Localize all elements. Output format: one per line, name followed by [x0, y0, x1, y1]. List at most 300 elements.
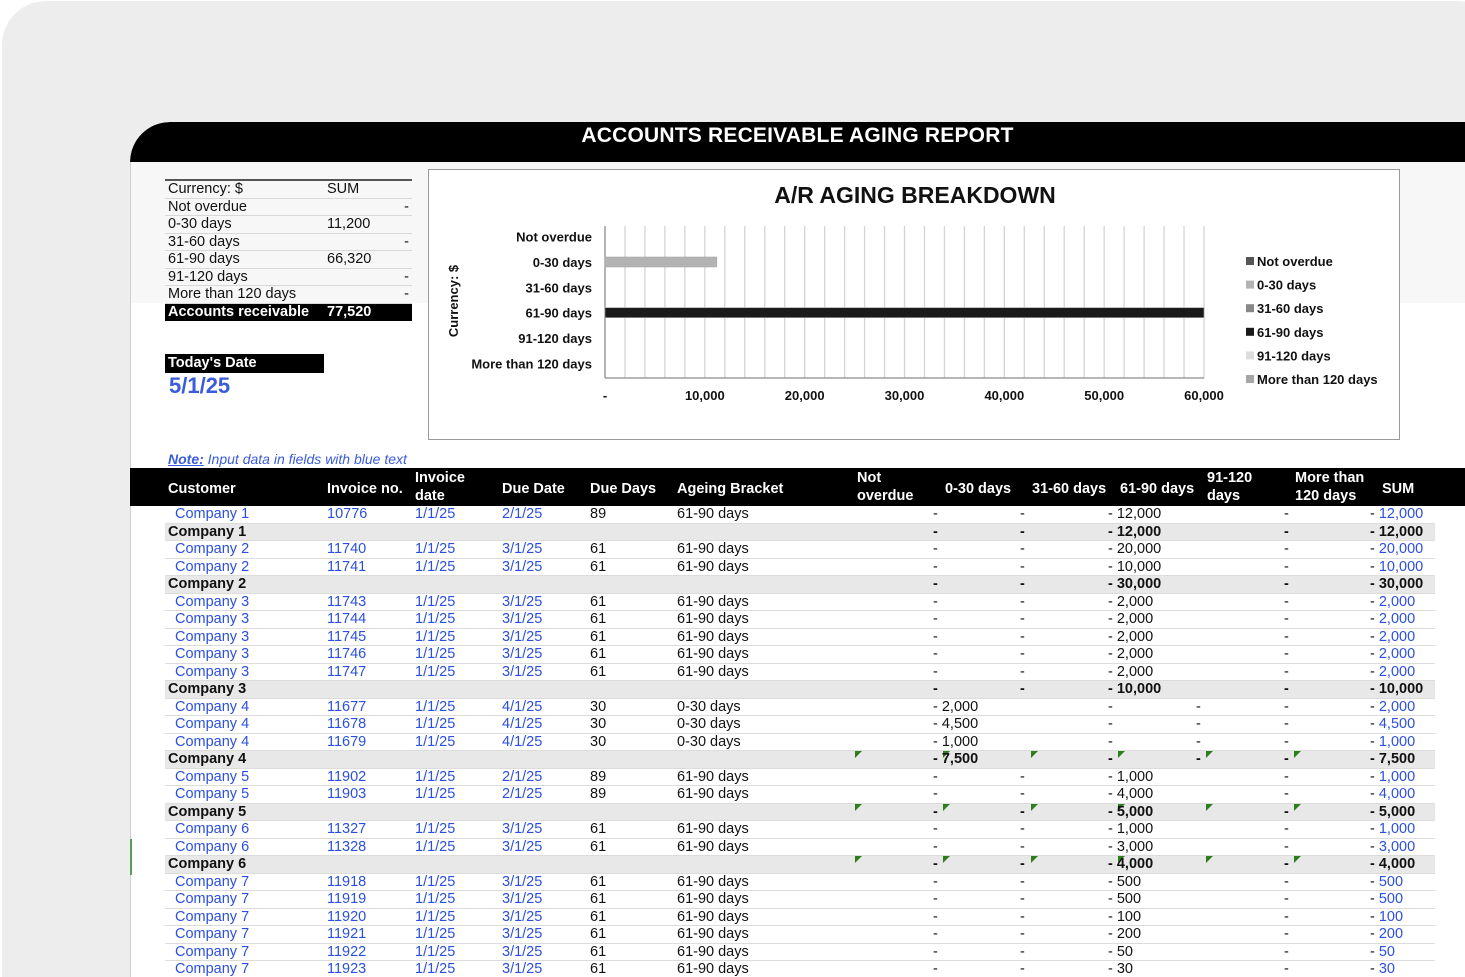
sum-dash: - [1370, 838, 1379, 855]
summary-row-dash: - [404, 233, 409, 250]
cell-31-60: - 10,000 [1108, 558, 1162, 575]
legend-swatch-icon [1246, 281, 1254, 289]
table-row [165, 506, 1435, 524]
sum-value: 500 [1378, 891, 1404, 907]
cell-invoice-no[interactable]: 11918 [327, 873, 367, 890]
sum-dash: - [1370, 768, 1379, 785]
cell-0-30: - [1020, 786, 1025, 802]
cell-customer[interactable]: Company 3 [175, 593, 250, 610]
cell-invoice-no[interactable]: 11679 [327, 733, 367, 750]
cell-ageing-bracket: 61-90 days [677, 891, 749, 907]
cell-invoice-date[interactable]: 1/1/25 [415, 506, 456, 522]
cell-subtotal-customer: Company 3 [168, 681, 247, 697]
cell-invoice-no[interactable]: 11920 [327, 908, 367, 925]
sum-dash: - [1370, 628, 1379, 645]
table-row [165, 716, 1435, 734]
input-note [168, 451, 407, 467]
summary-row-dash: - [404, 198, 409, 215]
cell-ageing-bracket: 61-90 days [677, 838, 749, 855]
cell-91-120: - [1284, 663, 1289, 680]
header-not-overdue[interactable] [857, 469, 913, 505]
error-flag-icon [1294, 751, 1301, 758]
subtotal-row [165, 856, 1435, 874]
header-not-overdue-l1: Not [857, 470, 882, 486]
cell-invoice-no[interactable]: 11747 [327, 663, 367, 680]
legend-swatch-icon [1246, 257, 1254, 265]
cell-customer[interactable]: Company 6 [175, 821, 250, 837]
cell-ageing-bracket: 0-30 days [677, 698, 741, 715]
cell-31-60: - 2,000 [1108, 646, 1154, 662]
cell-customer[interactable]: Company 7 [175, 873, 250, 890]
subtotal-row [165, 524, 1435, 542]
sum-value: 4,000 [1378, 786, 1416, 802]
cell-31-60: - 2,000 [1108, 593, 1154, 610]
cell-91-120: - [1284, 856, 1289, 872]
cell-sum [1370, 629, 1415, 646]
cell-invoice-no[interactable]: 11677 [327, 698, 367, 715]
cell-0-30: - [1020, 856, 1025, 872]
cell-invoice-date[interactable]: 1/1/25 [415, 943, 456, 960]
legend-entry: 61-90 days [1257, 324, 1324, 340]
sum-dash: - [1370, 873, 1379, 890]
report-title-bar [130, 122, 1465, 162]
cell-invoice-date[interactable]: 1/1/25 [415, 558, 456, 575]
cell-91-120: - [1284, 891, 1289, 907]
cell-invoice-no[interactable]: 10776 [327, 506, 368, 522]
sum-value: 10,000 [1378, 558, 1424, 575]
spreadsheet-card [130, 122, 1465, 977]
error-flag-icon [1206, 804, 1213, 811]
sum-value: 2,000 [1378, 593, 1416, 610]
summary-row-dash: - [404, 286, 409, 302]
cell-31-60: - 5,000 [1108, 803, 1154, 820]
cell-31-60: - 1,000 [1108, 768, 1154, 785]
cell-0-30: - [1020, 873, 1025, 890]
cell-due-days: 61 [590, 541, 607, 557]
x-tick-label: 20,000 [784, 388, 825, 403]
todays-date-input[interactable]: 5/1/25 [169, 373, 231, 398]
table-row [165, 786, 1435, 804]
cell-due-date[interactable]: 3/1/25 [502, 646, 543, 662]
cell-sum [1370, 909, 1403, 926]
cell-31-60: - 12,000 [1108, 523, 1162, 540]
cell-due-date[interactable]: 3/1/25 [502, 663, 543, 680]
cell-31-60: - 50 [1108, 943, 1133, 960]
cell-customer[interactable]: Company 7 [175, 961, 250, 977]
cell-customer[interactable]: Company 4 [175, 733, 250, 750]
cell-91-120: - [1284, 523, 1289, 540]
legend-swatch-icon [1246, 375, 1254, 383]
cell-sum [1370, 821, 1415, 838]
cell-customer[interactable]: Company 3 [175, 646, 250, 662]
error-flag-icon [1031, 751, 1038, 758]
cell-31-60: - 200 [1108, 926, 1142, 942]
cell-due-date[interactable]: 3/1/25 [502, 821, 543, 837]
cell-invoice-date[interactable]: 1/1/25 [415, 926, 456, 942]
cell-invoice-date[interactable]: 1/1/25 [415, 646, 456, 662]
sum-dash: - [1370, 593, 1379, 610]
x-tick-label: 10,000 [684, 388, 725, 403]
cell-61-90: - [1196, 751, 1201, 767]
table-row [165, 926, 1435, 944]
cell-0-30: - [1020, 943, 1025, 960]
cell-invoice-date[interactable]: 1/1/25 [415, 821, 456, 837]
cell-due-date[interactable]: 2/1/25 [502, 506, 543, 522]
cell-invoice-no[interactable]: 11922 [327, 943, 367, 960]
cell-due-days: 61 [590, 873, 607, 890]
cell-0-30: - [1020, 803, 1025, 820]
x-tick-label: 40,000 [984, 388, 1025, 403]
cell-invoice-no[interactable]: 11327 [327, 821, 367, 837]
sum-value: 30 [1378, 961, 1395, 977]
table-row [165, 646, 1435, 664]
header-not-overdue-l2: overdue [857, 488, 914, 504]
note-prefix: Note: [168, 451, 204, 467]
cell-due-date[interactable]: 3/1/25 [502, 838, 543, 855]
error-flag-icon [1294, 856, 1301, 863]
cell-due-days: 61 [590, 891, 607, 907]
subtotal-row [165, 576, 1435, 594]
table-row [165, 541, 1435, 559]
cell-sum: - 10,000 [1370, 681, 1424, 697]
cell-due-days: 61 [590, 663, 607, 680]
cell-due-date[interactable]: 3/1/25 [502, 628, 543, 645]
header-91-120[interactable] [1207, 469, 1252, 505]
cell-customer[interactable]: Company 5 [175, 786, 250, 802]
bar-0-30-days [605, 257, 717, 267]
cell-due-date[interactable]: 4/1/25 [502, 733, 543, 750]
table-row [165, 629, 1435, 647]
cell-0-30: - [1020, 611, 1025, 627]
cell-not-overdue: - [933, 908, 938, 925]
cell-not-overdue: - [933, 803, 938, 820]
cell-0-30: - [1020, 838, 1025, 855]
legend-swatch-icon [1246, 328, 1254, 336]
cell-91-120: - [1284, 786, 1289, 802]
cell-invoice-no[interactable]: 11902 [327, 768, 367, 785]
cell-customer[interactable]: Company 3 [175, 663, 250, 680]
cell-sum: - 4,000 [1370, 856, 1416, 872]
header-customer[interactable]: Customer [168, 481, 236, 497]
cell-sum [1370, 874, 1403, 891]
cell-invoice-no[interactable]: 11746 [327, 646, 367, 662]
cell-ageing-bracket: 61-90 days [677, 593, 749, 610]
cell-subtotal-customer: Company 2 [168, 576, 247, 592]
cell-invoice-no[interactable]: 11678 [327, 716, 367, 732]
subtotal-row [165, 681, 1435, 699]
cell-due-date[interactable]: 3/1/25 [502, 926, 543, 942]
cell-91-120: - [1284, 611, 1289, 627]
cell-invoice-no[interactable]: 11745 [327, 628, 367, 645]
summary-row-label: 0-30 days [168, 216, 232, 232]
cell-61-90: - [1196, 716, 1201, 732]
table-row [165, 559, 1435, 577]
cell-ageing-bracket: 61-90 days [677, 506, 749, 522]
cell-due-days: 61 [590, 593, 607, 610]
cell-due-date[interactable]: 3/1/25 [502, 541, 543, 557]
table-row [165, 734, 1435, 752]
cell-31-60: - 2,000 [1108, 628, 1154, 645]
cell-invoice-date[interactable]: 1/1/25 [415, 873, 456, 890]
header-invoice-date-l1: Invoice [415, 470, 465, 486]
sum-value: 1,000 [1378, 733, 1416, 750]
sum-value: 1,000 [1378, 821, 1416, 837]
sum-dash: - [1370, 698, 1379, 715]
cell-not-overdue: - 1,000 [933, 733, 979, 750]
cell-invoice-date[interactable]: 1/1/25 [415, 786, 456, 802]
cell-customer[interactable]: Company 3 [175, 628, 250, 645]
cell-subtotal-customer: Company 1 [168, 523, 247, 540]
cell-0-30: - [1020, 663, 1025, 680]
cell-91-120: - [1284, 681, 1289, 697]
header-61-90[interactable]: 61-90 days [1120, 481, 1195, 497]
cell-customer[interactable]: Company 6 [175, 838, 250, 855]
cell-customer[interactable]: Company 7 [175, 926, 250, 942]
cell-31-60: - 500 [1108, 873, 1142, 890]
cell-91-120: - [1284, 926, 1289, 942]
cell-91-120: - [1284, 803, 1289, 820]
cell-customer[interactable]: Company 1 [175, 506, 250, 522]
cell-31-60: - [1108, 733, 1113, 750]
cell-91-120: - [1284, 558, 1289, 575]
cell-not-overdue: - [933, 593, 938, 610]
legend-entry: More than 120 days [1257, 372, 1378, 387]
sum-dash: - [1370, 821, 1379, 837]
summary-row-label: 31-60 days [168, 233, 240, 250]
note-text: Input data in fields with blue text [203, 451, 407, 467]
cell-invoice-date[interactable]: 1/1/25 [415, 768, 456, 785]
cell-invoice-date[interactable]: 1/1/25 [415, 698, 456, 715]
cell-due-days: 61 [590, 961, 607, 977]
cell-customer[interactable]: Company 4 [175, 716, 250, 732]
header-invoice-date-l2: date [415, 488, 445, 504]
cell-not-overdue: - [933, 856, 938, 872]
summary-header-label: Currency: $ [168, 181, 243, 197]
cell-ageing-bracket: 0-30 days [677, 716, 741, 732]
cell-invoice-date[interactable]: 1/1/25 [415, 838, 456, 855]
cell-customer[interactable]: Company 2 [175, 541, 250, 557]
cell-invoice-no[interactable]: 11740 [327, 541, 367, 557]
summary-table [165, 179, 412, 321]
cell-due-days: 30 [590, 733, 607, 750]
cell-due-date[interactable]: 2/1/25 [502, 768, 543, 785]
cell-91-120: - [1284, 873, 1289, 890]
category-label: 31-60 days [525, 280, 592, 296]
cell-customer[interactable]: Company 7 [175, 891, 250, 907]
cell-invoice-date[interactable]: 1/1/25 [415, 541, 456, 557]
cell-31-60: - 30,000 [1108, 576, 1162, 592]
cell-due-date[interactable]: 3/1/25 [502, 593, 543, 610]
error-flag-icon [855, 751, 862, 758]
cell-0-30: - [1020, 541, 1025, 557]
header-ageing-bracket[interactable]: Ageing Bracket [677, 481, 784, 497]
sum-value: 20,000 [1378, 541, 1424, 557]
cell-31-60: - 4,000 [1108, 856, 1154, 872]
cell-sum: - 12,000 [1370, 523, 1424, 540]
summary-row-dash: - [404, 268, 409, 285]
cell-ageing-bracket: 61-90 days [677, 943, 749, 960]
cell-invoice-date[interactable]: 1/1/25 [415, 628, 456, 645]
cell-due-days: 61 [590, 646, 607, 662]
header-0-30[interactable]: 0-30 days [945, 481, 1012, 497]
cell-invoice-no[interactable]: 11328 [327, 838, 367, 855]
cell-due-date[interactable]: 4/1/25 [502, 698, 543, 715]
cell-31-60: - [1108, 698, 1113, 715]
report-title: ACCOUNTS RECEIVABLE AGING REPORT [581, 124, 1014, 147]
sum-value: 200 [1378, 926, 1404, 942]
cell-customer[interactable]: Company 2 [175, 558, 250, 575]
cell-customer[interactable]: Company 5 [175, 768, 250, 785]
cell-due-date[interactable]: 3/1/25 [502, 908, 543, 925]
cell-0-30: - [1020, 768, 1025, 785]
table-row [165, 909, 1435, 927]
cell-sum [1370, 891, 1403, 908]
cell-due-days: 61 [590, 838, 607, 855]
cell-invoice-no[interactable]: 11921 [327, 926, 367, 942]
cell-not-overdue: - [933, 681, 938, 697]
cell-invoice-date[interactable]: 1/1/25 [415, 961, 456, 977]
cell-0-30: - [1020, 506, 1025, 522]
header-due-date[interactable]: Due Date [502, 481, 565, 497]
cell-not-overdue: - [933, 541, 938, 557]
cell-sum: - 7,500 [1370, 751, 1416, 767]
cell-due-days: 89 [590, 506, 607, 522]
cell-invoice-date[interactable]: 1/1/25 [415, 891, 456, 907]
sum-dash: - [1370, 961, 1379, 977]
cell-due-days: 61 [590, 611, 607, 627]
category-label: 61-90 days [525, 305, 592, 321]
cell-ageing-bracket: 61-90 days [677, 926, 749, 942]
cell-subtotal-customer: Company 6 [168, 856, 247, 872]
error-flag-icon [1031, 856, 1038, 863]
sum-dash: - [1370, 663, 1379, 680]
cell-due-date[interactable]: 3/1/25 [502, 943, 543, 960]
cell-invoice-no[interactable]: 11903 [327, 786, 367, 802]
header-due-days[interactable]: Due Days [590, 481, 657, 497]
sum-value: 100 [1378, 908, 1404, 925]
sum-dash: - [1370, 943, 1379, 960]
cell-sum [1370, 961, 1395, 977]
cell-due-days: 61 [590, 821, 607, 837]
selection-indicator [130, 839, 132, 875]
cell-invoice-date[interactable]: 1/1/25 [415, 593, 456, 610]
cell-due-date[interactable]: 3/1/25 [502, 891, 543, 907]
sum-value: 500 [1378, 873, 1404, 890]
cell-ageing-bracket: 61-90 days [677, 786, 749, 802]
header-31-60[interactable]: 31-60 days [1032, 481, 1107, 497]
cell-invoice-no[interactable]: 11743 [327, 593, 367, 610]
legend-entry: 31-60 days [1257, 301, 1324, 317]
cell-invoice-no[interactable]: 11923 [327, 961, 367, 977]
cell-customer[interactable]: Company 7 [175, 908, 250, 925]
cell-invoice-date[interactable]: 1/1/25 [415, 733, 456, 750]
cell-0-30: - [1020, 961, 1025, 977]
cell-due-date[interactable]: 4/1/25 [502, 716, 543, 732]
cell-invoice-date[interactable]: 1/1/25 [415, 908, 456, 925]
cell-ageing-bracket: 61-90 days [677, 821, 749, 837]
legend-entry: 91-120 days [1257, 348, 1331, 364]
cell-ageing-bracket: 61-90 days [677, 768, 749, 785]
cell-91-120: - [1284, 943, 1289, 960]
sum-dash: - [1370, 786, 1379, 802]
cell-due-date[interactable]: 3/1/25 [502, 611, 543, 627]
cell-ageing-bracket: 61-90 days [677, 961, 749, 977]
cell-customer[interactable]: Company 4 [175, 698, 250, 715]
sum-value: 4,500 [1378, 716, 1416, 732]
sum-dash: - [1370, 716, 1379, 732]
sum-value: 2,000 [1378, 698, 1416, 715]
cell-0-30: - [1020, 681, 1025, 697]
cell-invoice-date[interactable]: 1/1/25 [415, 716, 456, 732]
error-flag-icon [1294, 804, 1301, 811]
cell-invoice-no[interactable]: 11919 [327, 891, 367, 907]
cell-due-date[interactable]: 3/1/25 [502, 873, 543, 890]
cell-ageing-bracket: 61-90 days [677, 646, 749, 662]
cell-sum [1370, 506, 1423, 523]
summary-header-row [165, 181, 412, 199]
cell-invoice-date[interactable]: 1/1/25 [415, 663, 456, 680]
cell-not-overdue: - [933, 926, 938, 942]
cell-91-120: - [1284, 716, 1289, 732]
cell-customer[interactable]: Company 7 [175, 943, 250, 960]
cell-ageing-bracket: 61-90 days [677, 558, 749, 575]
cell-due-date[interactable]: 3/1/25 [502, 558, 543, 575]
cell-not-overdue: - 4,500 [933, 716, 979, 732]
cell-sum [1370, 769, 1415, 786]
category-label: 0-30 days [532, 255, 592, 270]
sum-dash: - [1370, 733, 1379, 750]
header-invoice-no[interactable]: Invoice no. [327, 481, 403, 497]
cell-customer[interactable]: Company 3 [175, 611, 250, 627]
cell-sum [1370, 559, 1423, 576]
header-more-than-120[interactable] [1295, 469, 1364, 505]
summary-row-value: 66,320 [327, 251, 372, 267]
cell-sum [1370, 839, 1415, 856]
cell-91-120: - [1284, 593, 1289, 610]
x-tick-label: 60,000 [1184, 388, 1224, 403]
cell-due-days: 61 [590, 628, 607, 645]
cell-91-120: - [1284, 698, 1289, 715]
cell-invoice-no[interactable]: 11744 [327, 611, 367, 627]
cell-due-days: 61 [590, 908, 607, 925]
cell-due-days: 30 [590, 698, 607, 715]
cell-91-120: - [1284, 506, 1289, 522]
cell-91-120: - [1284, 961, 1289, 977]
cell-sum: - 30,000 [1370, 576, 1424, 592]
summary-row-value: 11,200 [327, 216, 371, 232]
header-invoice-date[interactable] [415, 469, 465, 505]
header-sum[interactable]: SUM [1382, 481, 1415, 497]
cell-invoice-no[interactable]: 11741 [327, 558, 367, 575]
summary-row [165, 251, 412, 269]
cell-sum [1370, 926, 1403, 943]
cell-ageing-bracket: 0-30 days [677, 733, 741, 750]
cell-sum [1370, 786, 1415, 803]
summary-row [165, 199, 412, 217]
sum-dash: - [1370, 611, 1379, 627]
table-row [165, 611, 1435, 629]
cell-invoice-date[interactable]: 1/1/25 [415, 611, 456, 627]
cell-sum [1370, 716, 1415, 733]
cell-due-days: 89 [590, 768, 607, 785]
header-more-than-120-l1: More than [1295, 470, 1365, 486]
summary-total-value: 77,520 [327, 303, 372, 320]
cell-not-overdue: - [933, 786, 938, 802]
cell-not-overdue: - [933, 611, 938, 627]
cell-31-60: - [1108, 716, 1113, 732]
cell-due-date[interactable]: 2/1/25 [502, 786, 543, 802]
cell-due-date[interactable]: 3/1/25 [502, 961, 543, 977]
